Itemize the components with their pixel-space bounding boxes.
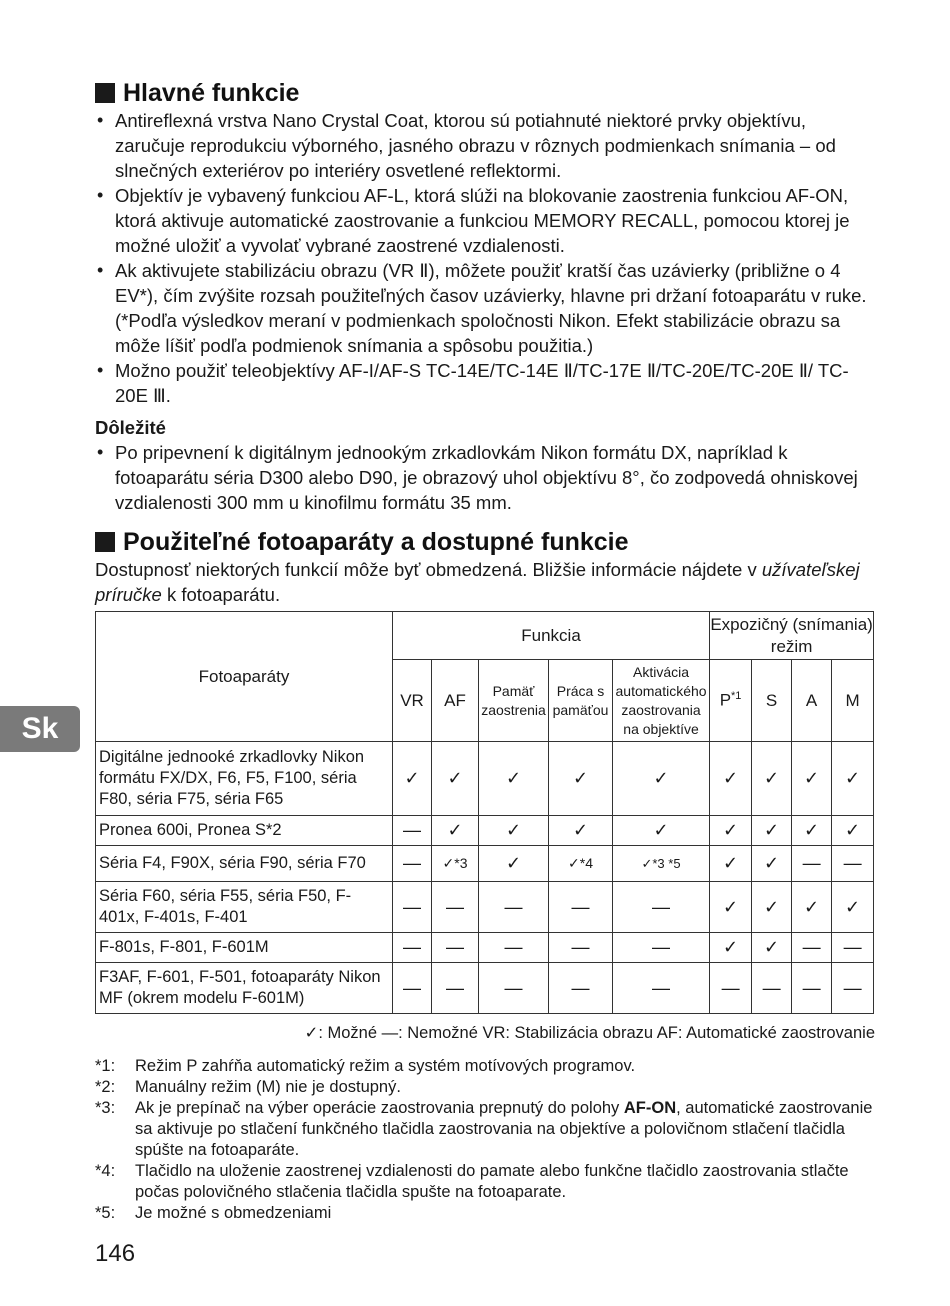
header-function: Funkcia (393, 612, 710, 660)
table-cell: — (613, 963, 710, 1014)
list-item: • Ak aktivujete stabilizáciu obrazu (VR Ⅱ), môžete použiť kratší čas uzávierky (približne o 4 EV*), čím zvýšite rozsah použiteľných časov uzávierky, hlavne pri držaní fotoaparátu v ruke. (*Podľa výsledkov meraní v podmienkach spoločnosti Nikon. Efekt stabilizácie obrazu sa môže líšiť podľa podmienok snímania a spôsobu použitia.) (97, 260, 867, 356)
table-cell: ✓ (752, 882, 792, 933)
table-cell: ✓ (710, 846, 752, 882)
col-p: $P^{*1}$ (710, 660, 752, 742)
header-cameras: Fotoaparáty (96, 612, 393, 742)
col-a: A (792, 660, 832, 742)
feature-list (95, 108, 875, 408)
table-cell: — (832, 846, 874, 882)
page-content (95, 78, 875, 1224)
col-vr: VR (393, 660, 432, 742)
footnote: *3: Ak je prepínač na výber operácie zaostrovania prepnutý do polohy AF-ON, automatické zaostrovanie sa aktivuje po stlačení funkčného tlačidla zaostrovania na objektíve a polovičnom stlačení tlačidla spúšte na fotoaparáte. (95, 1099, 873, 1159)
table-cell: — (752, 963, 792, 1014)
camera-cell: Digitálne jednooké zrkadlovky Nikon formátu FX/DX, F6, F5, F100, séria F80, séria F75, séria F65 (96, 742, 393, 816)
table-row (96, 963, 874, 1014)
header-exposure-mode: Expozičný (snímania) režim (710, 612, 874, 660)
col-focus-memory: Pamäť zaostrenia (479, 660, 549, 742)
table-cell: — (832, 933, 874, 963)
footnote: *1: Režim P zahŕňa automatický režim a systém motívových programov. (95, 1057, 636, 1075)
table-cell: ✓ (479, 742, 549, 816)
section-heading-main-features: Hlavné funkcie (95, 78, 875, 108)
manual-reference: užívateľskej príručke (95, 559, 860, 605)
table-cell: — (479, 882, 549, 933)
camera-cell: Séria F60, séria F55, séria F50, F-401x, F-401s, F-401 (96, 882, 393, 933)
footnote: *4: Tlačidlo na uloženie zaostrenej vzdialenosti do pamate alebo funkčne tlačidlo zaostrovania stlačte počas polovičného stlačenia tlačidla spušte na fotoaparate. (95, 1162, 849, 1201)
section-heading-compatible-cameras: Použiteľné fotoaparáty a dostupné funkcie (95, 527, 875, 557)
important-list (95, 440, 875, 515)
table-cell: — (432, 963, 479, 1014)
table-row (96, 846, 874, 882)
camera-cell: Séria F4, F90X, séria F90, séria F70 (96, 846, 393, 882)
table-cell: ✓ (792, 816, 832, 846)
table-cell: — (393, 963, 432, 1014)
col-af-activation: Aktivácia automatického zaostrovania na objektíve (613, 660, 710, 742)
table-cell: ✓ (752, 742, 792, 816)
table-cell: ✓ (432, 816, 479, 846)
table-row (96, 816, 874, 846)
table-cell: ✓ (710, 742, 752, 816)
bullet-icon: • (97, 360, 104, 380)
table-legend: ✓: Možné —: Nemožné VR: Stabilizácia obrazu AF: Automatické zaostrovanie (304, 1024, 875, 1042)
table-cell: ✓ (752, 816, 792, 846)
section-intro: Dostupnosť niektorých funkcií môže byť obmedzená. Bližšie informácie nájdete v užívateľskej príručke k fotoaparátu. (95, 559, 860, 605)
footnote: *2: Manuálny režim (M) nie je dostupný. (95, 1078, 401, 1096)
camera-cell: F3AF, F-601, F-501, fotoaparáty Nikon MF (okrem modelu F-601M) (96, 963, 393, 1014)
table-row (96, 742, 874, 816)
table-row (96, 933, 874, 963)
table-cell: ✓ (393, 742, 432, 816)
bullet-icon: • (97, 110, 104, 130)
table-cell: ✓ (549, 742, 613, 816)
list-item: • Objektív je vybavený funkciou AF-L, ktorá slúži na blokovanie zaostrenia funkciou AF-ON, ktorá aktivuje automatické zaostrovanie a funkciou MEMORY RECALL, pomocou ktorej je možné uložiť a vyvolať vybrané zaostrené vzdialenosti. (97, 185, 850, 256)
table-cell: ✓ (832, 742, 874, 816)
table-cell: ✓ (832, 882, 874, 933)
table-cell: — (432, 933, 479, 963)
bullet-icon: • (97, 260, 104, 280)
table-cell: — (792, 963, 832, 1014)
table-cell: — (393, 933, 432, 963)
table-cell: ✓ (792, 882, 832, 933)
footnotes (95, 1056, 875, 1224)
table-cell: — (393, 846, 432, 882)
table-cell: — (549, 933, 613, 963)
table-cell: ✓ (432, 742, 479, 816)
list-item: • Po pripevnení k digitálnym jednookým zrkadlovkám Nikon formátu DX, napríklad k fotoaparátu séria D300 alebo D90, je obrazový uhol objektívu 8°, čo zodpovedá ohniskovej vzdialenosti 300 mm u kinofilmu formátu 35 mm. (97, 442, 858, 513)
col-memory-work: Práca s pamäťou (549, 660, 613, 742)
table-cell: ✓ (613, 742, 710, 816)
table-cell: — (792, 933, 832, 963)
important-label: Dôležité (95, 417, 166, 438)
table-cell: ✓ (752, 846, 792, 882)
bullet-icon: • (97, 442, 104, 462)
square-bullet-icon (95, 83, 115, 103)
table-cell: — (549, 882, 613, 933)
table-cell: ✓ (710, 933, 752, 963)
table-cell: — (710, 963, 752, 1014)
table-cell: ✓ (479, 816, 549, 846)
table-cell: — (393, 882, 432, 933)
page-number: 146 (95, 1240, 136, 1267)
col-af: AF (432, 660, 479, 742)
table-cell: — (792, 846, 832, 882)
col-m: M (832, 660, 874, 742)
table-cell: ✓ (832, 816, 874, 846)
table-cell: ✓ (613, 816, 710, 846)
table-cell: — (613, 933, 710, 963)
table-cell: ✓ (792, 742, 832, 816)
camera-cell: Pronea 600i, Pronea S*2 (96, 816, 393, 846)
bullet-icon: • (97, 185, 104, 205)
table-cell: ✓ (752, 933, 792, 963)
table-row (96, 882, 874, 933)
table-cell: ✓ (710, 882, 752, 933)
table-cell: — (832, 963, 874, 1014)
table-cell: ✓ (710, 816, 752, 846)
table-cell: ✓*3 *5 (613, 846, 710, 882)
table-cell: — (432, 882, 479, 933)
table-cell: ✓ (549, 816, 613, 846)
language-tab: Sk (0, 706, 80, 752)
table-cell: ✓ (479, 846, 549, 882)
table-cell: — (613, 882, 710, 933)
table-cell: — (479, 933, 549, 963)
table-cell: ✓*4 (549, 846, 613, 882)
compatibility-table (95, 611, 874, 1014)
table-cell: ✓*3 (432, 846, 479, 882)
camera-cell: F-801s, F-801, F-601M (96, 933, 393, 963)
table-cell: — (393, 816, 432, 846)
table-cell: — (549, 963, 613, 1014)
table-cell: — (479, 963, 549, 1014)
list-item: • Možno použiť teleobjektívy AF-I/AF-S TC-14E/TC-14E Ⅱ/TC-17E Ⅱ/TC-20E/TC-20E Ⅱ/ TC-20E Ⅲ. (97, 360, 849, 406)
col-s: S (752, 660, 792, 742)
footnote: *5: Je možné s obmedzeniami (95, 1204, 332, 1222)
list-item: • Antireflexná vrstva Nano Crystal Coat, ktorou sú potiahnuté niektoré prvky objektívu, zaručuje reprodukciu výborného, jasného obrazu v rôznych podmienkach snímania – od slnečných exteriérov po interiéry osvetlené reflektormi. (97, 110, 836, 181)
square-bullet-icon (95, 532, 115, 552)
